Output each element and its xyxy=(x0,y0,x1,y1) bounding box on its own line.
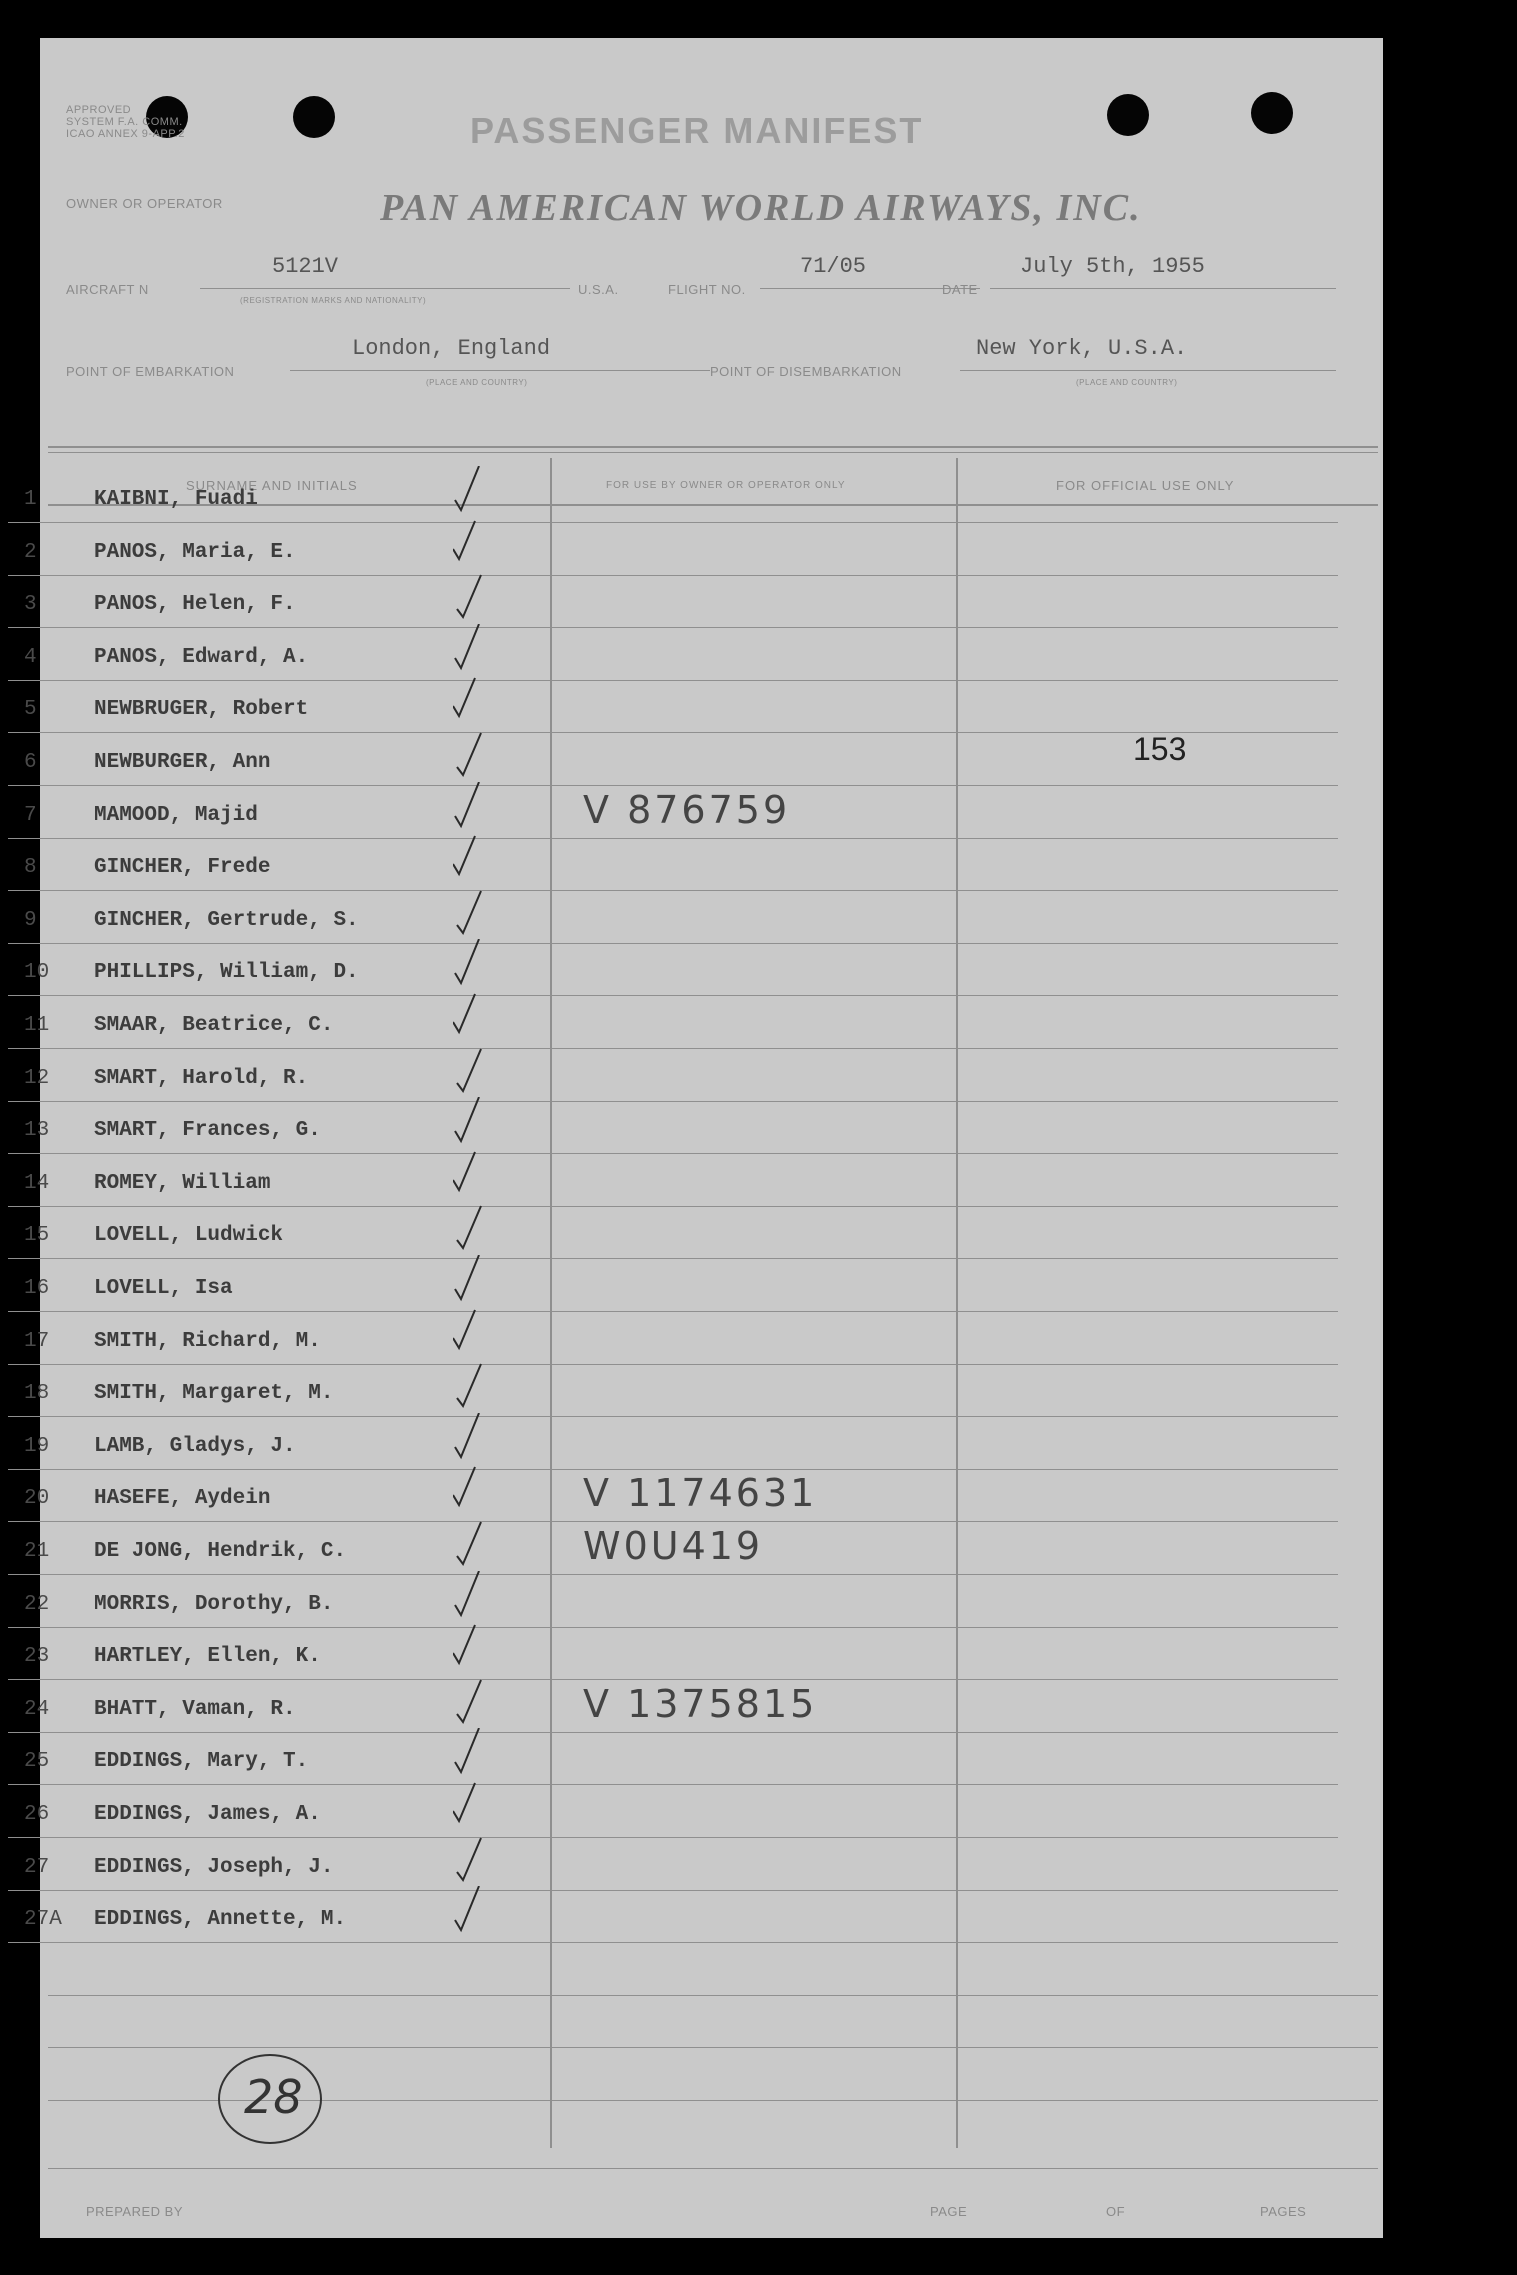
place-caption: (PLACE AND COUNTRY) xyxy=(426,378,528,387)
row-number: 20 xyxy=(24,1487,50,1511)
row-rule xyxy=(48,1995,1378,1996)
passenger-name: PANOS, Edward, A. xyxy=(94,645,309,669)
footer-rule xyxy=(48,2168,1378,2169)
prepared-label: PREPARED BY xyxy=(86,2204,184,2219)
checkmark-icon xyxy=(453,1097,493,1153)
passenger-name: HASEFE, Aydein xyxy=(94,1487,271,1511)
row-rule xyxy=(8,838,1338,839)
row-rule xyxy=(8,943,1338,944)
row-rule xyxy=(8,1311,1338,1312)
punch-hole xyxy=(1107,94,1149,136)
aircraft-underline xyxy=(200,288,570,289)
disembark-value: New York, U.S.A. xyxy=(976,336,1188,361)
checkmark-icon xyxy=(453,1571,493,1627)
row-rule xyxy=(8,785,1338,786)
col-official-header: FOR OFFICIAL USE ONLY xyxy=(1056,478,1235,493)
table-row xyxy=(8,1734,1338,1786)
table-row xyxy=(8,1577,1338,1629)
row-number: 5 xyxy=(24,698,37,722)
official-number: 153 xyxy=(1133,731,1187,767)
table-row xyxy=(8,1051,1338,1103)
embark-label: POINT OF EMBARKATION xyxy=(66,364,235,379)
handwritten-note: V 1375815 xyxy=(583,1681,818,1726)
approval-line: APPROVED xyxy=(66,104,132,116)
row-number: 12 xyxy=(24,1066,50,1090)
passenger-name: NEWBURGER, Ann xyxy=(94,751,271,774)
flight-label: FLIGHT NO. xyxy=(668,282,746,297)
checkmark-icon xyxy=(453,1676,493,1732)
checkmark-icon xyxy=(453,1834,493,1890)
approval-line: SYSTEM F.A. COMM. xyxy=(66,116,183,128)
col-surname-header: SURNAME AND INITIALS xyxy=(186,478,358,493)
row-rule xyxy=(8,1890,1338,1891)
checkmark-icon xyxy=(453,782,493,838)
table-row xyxy=(8,1787,1338,1839)
checkmark-icon xyxy=(453,1781,493,1837)
place-caption: (PLACE AND COUNTRY) xyxy=(1076,378,1178,387)
row-rule xyxy=(8,1521,1338,1522)
row-number: 15 xyxy=(24,1224,50,1248)
row-rule xyxy=(8,1048,1338,1049)
table-row xyxy=(8,682,1338,734)
row-number: 11 xyxy=(24,1014,50,1037)
table-row xyxy=(8,1208,1338,1260)
passenger-name: EDDINGS, James, A. xyxy=(94,1803,321,1826)
passenger-name: MAMOOD, Majid xyxy=(94,803,258,827)
table-row xyxy=(8,1366,1338,1418)
row-rule xyxy=(8,522,1338,523)
table-row xyxy=(8,893,1338,945)
row-number: 17 xyxy=(24,1329,50,1353)
passenger-name: KAIBNI, Fuadi xyxy=(94,488,258,511)
checkmark-icon xyxy=(453,624,493,680)
row-number: 16 xyxy=(24,1277,50,1300)
checkmark-icon xyxy=(453,729,493,785)
table-row xyxy=(8,945,1338,997)
manifest-sheet xyxy=(24,38,1383,2238)
checkmark-icon xyxy=(453,1202,493,1258)
row-number: 13 xyxy=(24,1119,50,1143)
row-rule xyxy=(8,1364,1338,1365)
row-number: 6 xyxy=(24,751,37,774)
passenger-name: PANOS, Maria, E. xyxy=(94,540,296,564)
checkmark-icon xyxy=(453,1623,493,1679)
table-row xyxy=(8,1471,1338,1523)
row-number: 26 xyxy=(24,1803,50,1826)
approval-line: ICAO ANNEX 9-APP.2 xyxy=(66,128,185,140)
passenger-name: GINCHER, Frede xyxy=(94,856,271,880)
passenger-name: MORRIS, Dorothy, B. xyxy=(94,1592,334,1616)
table-row xyxy=(8,1682,1338,1734)
table-row xyxy=(8,731,1338,787)
table-row xyxy=(8,1156,1338,1208)
registration-caption: (REGISTRATION MARKS AND NATIONALITY) xyxy=(240,296,427,305)
row-number: 2 xyxy=(24,540,37,564)
row-rule xyxy=(8,1101,1338,1102)
checkmark-icon xyxy=(453,992,493,1048)
passenger-name: SMART, Frances, G. xyxy=(94,1119,321,1143)
row-rule xyxy=(8,1837,1338,1838)
checkmark-icon xyxy=(453,1728,493,1784)
date-label: DATE xyxy=(942,282,978,297)
row-rule xyxy=(48,2047,1378,2048)
embark-underline xyxy=(290,370,710,371)
handwritten-note: V 1174631 xyxy=(583,1471,818,1516)
passenger-name: ROMEY, William xyxy=(94,1171,271,1195)
checkmark-icon xyxy=(453,676,493,732)
passenger-name: EDDINGS, Annette, M. xyxy=(94,1908,347,1932)
row-number: 19 xyxy=(24,1434,50,1458)
total-circle xyxy=(218,2054,322,2144)
usa-label: U.S.A. xyxy=(578,282,619,297)
owner-label: OWNER OR OPERATOR xyxy=(66,196,223,211)
table-row xyxy=(8,998,1338,1050)
table-row xyxy=(8,1261,1338,1313)
row-number: 4 xyxy=(24,645,37,669)
row-number: 18 xyxy=(24,1382,50,1406)
checkmark-icon xyxy=(453,1465,493,1521)
checkmark-icon xyxy=(453,1045,493,1101)
row-rule xyxy=(8,1258,1338,1259)
table-top-rule xyxy=(48,452,1378,453)
row-number: 21 xyxy=(24,1540,50,1563)
row-rule xyxy=(8,1206,1338,1207)
disembark-underline xyxy=(960,370,1336,371)
checkmark-icon xyxy=(453,1255,493,1311)
operator-name: PAN AMERICAN WORLD AIRWAYS, INC. xyxy=(380,187,1142,229)
aircraft-label: AIRCRAFT N xyxy=(66,282,149,297)
row-number: 24 xyxy=(24,1697,50,1721)
table-row xyxy=(8,1103,1338,1155)
passenger-name: SMITH, Margaret, M. xyxy=(94,1382,334,1406)
handwritten-note: W0U419 xyxy=(583,1524,764,1568)
passenger-name: LOVELL, Ludwick xyxy=(94,1224,284,1248)
row-number: 27A xyxy=(24,1908,62,1932)
table-row xyxy=(8,840,1338,892)
checkmark-icon xyxy=(453,1518,493,1574)
date-underline xyxy=(990,288,1336,289)
passenger-name: BHATT, Vaman, R. xyxy=(94,1697,296,1721)
page-label: PAGE xyxy=(930,2204,968,2219)
row-rule xyxy=(8,1416,1338,1417)
checkmark-icon xyxy=(453,1886,493,1942)
row-number: 3 xyxy=(24,593,37,617)
table-row xyxy=(8,1840,1338,1892)
row-number: 14 xyxy=(24,1171,50,1195)
row-number: 22 xyxy=(24,1592,50,1616)
row-number: 25 xyxy=(24,1750,50,1774)
table-row xyxy=(8,630,1338,682)
row-rule xyxy=(8,627,1338,628)
punch-hole xyxy=(293,96,335,138)
table-top-rule xyxy=(48,446,1378,448)
of-label: OF xyxy=(1106,2204,1126,2219)
checkmark-icon xyxy=(453,571,493,627)
table-row xyxy=(8,577,1338,629)
checkmark-icon xyxy=(453,466,493,522)
table-row xyxy=(8,472,1338,524)
punch-hole xyxy=(1251,92,1293,134)
passenger-name: EDDINGS, Mary, T. xyxy=(94,1750,309,1774)
table-row xyxy=(8,1419,1338,1471)
row-rule xyxy=(8,1574,1338,1575)
row-rule xyxy=(8,1732,1338,1733)
passenger-name: EDDINGS, Joseph, J. xyxy=(94,1855,334,1879)
row-number: 23 xyxy=(24,1645,50,1669)
row-rule xyxy=(8,1679,1338,1680)
passenger-name: LOVELL, Isa xyxy=(94,1277,233,1300)
row-number: 1 xyxy=(24,488,37,511)
table-row xyxy=(8,1524,1338,1576)
disembark-label: POINT OF DISEMBARKATION xyxy=(710,364,902,379)
passenger-name: DE JONG, Hendrik, C. xyxy=(94,1540,347,1563)
page-title: PASSENGER MANIFEST xyxy=(470,110,924,151)
checkmark-icon xyxy=(453,1150,493,1206)
passenger-name: PANOS, Helen, F. xyxy=(94,593,296,617)
checkmark-icon xyxy=(453,1413,493,1469)
total-count: 28 xyxy=(244,2070,303,2124)
flight-value: 71/05 xyxy=(800,254,867,279)
row-rule xyxy=(8,1942,1338,1943)
row-rule xyxy=(8,1784,1338,1785)
passenger-name: LAMB, Gladys, J. xyxy=(94,1434,296,1458)
aircraft-value: 5121V xyxy=(272,254,339,279)
checkmark-icon xyxy=(453,834,493,890)
col-owner-header: FOR USE BY OWNER OR OPERATOR ONLY xyxy=(606,480,846,491)
checkmark-icon xyxy=(453,1360,493,1416)
embark-value: London, England xyxy=(352,336,551,361)
checkmark-icon xyxy=(453,939,493,995)
table-row xyxy=(8,525,1338,577)
row-number: 7 xyxy=(24,803,37,827)
row-number: 8 xyxy=(24,856,37,880)
row-rule xyxy=(8,575,1338,576)
passenger-name: SMART, Harold, R. xyxy=(94,1066,309,1090)
row-rule xyxy=(8,890,1338,891)
row-rule xyxy=(8,995,1338,996)
passenger-name: SMITH, Richard, M. xyxy=(94,1329,321,1353)
row-number: 10 xyxy=(24,961,50,985)
row-number: 9 xyxy=(24,908,37,932)
row-number: 27 xyxy=(24,1855,50,1879)
date-value: July 5th, 1955 xyxy=(1020,254,1205,279)
row-rule xyxy=(8,1627,1338,1628)
passenger-name: NEWBRUGER, Robert xyxy=(94,698,309,722)
checkmark-icon xyxy=(453,1308,493,1364)
handwritten-note: V 876759 xyxy=(583,787,791,832)
row-rule xyxy=(8,1153,1338,1154)
checkmark-icon xyxy=(453,887,493,943)
table-row xyxy=(8,1629,1338,1681)
row-rule xyxy=(8,680,1338,681)
table-row xyxy=(8,788,1338,840)
checkmark-icon xyxy=(453,519,493,575)
row-rule xyxy=(8,1469,1338,1470)
pages-label: PAGES xyxy=(1260,2204,1307,2219)
passenger-name: HARTLEY, Ellen, K. xyxy=(94,1645,321,1669)
passenger-name: PHILLIPS, William, D. xyxy=(94,961,359,985)
passenger-name: GINCHER, Gertrude, S. xyxy=(94,908,359,932)
table-row xyxy=(8,1892,1338,1944)
passenger-name: SMAAR, Beatrice, C. xyxy=(94,1014,334,1037)
table-row xyxy=(8,1314,1338,1366)
